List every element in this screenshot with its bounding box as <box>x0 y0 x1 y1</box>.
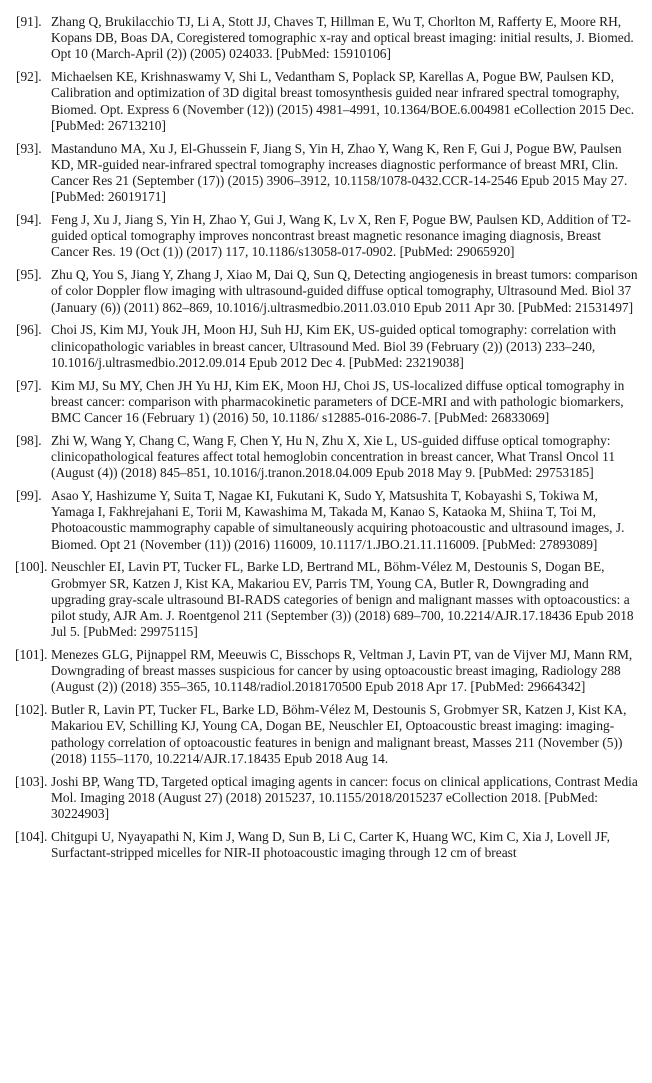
reference-text: Butler R, Lavin PT, Tucker FL, Barke LD, Böhm-Vélez M, Destounis S, Grobmyer SR, Katzen J, Kist KA, Makariou EV, Schilling KJ, Young CA, Dogan BE, Neuschler EI, Optoacoustic breast imaging: imaging-pathology correlation of optoacoustic features in benign and malignant breast, Masses 211 (November (5)) (2018) 1155–1170, 10.2214/AJR.17.18435 Epub 2018 Aug 14. <box>51 702 627 766</box>
reference-text: Menezes GLG, Pijnappel RM, Meeuwis C, Bisschops R, Veltman J, Lavin PT, van de Vijver MJ, Mann RM, Downgrading of breast masses suspicious for cancer by using optoacoustic breast imaging, Radiology 288 (August (2)) (2018) 355–365, 10.1148/radiol.2018170500 Epub 2018 Apr 17. [PubMed: 29664342] <box>51 647 633 695</box>
reference-item <box>0 14 652 63</box>
reference-list <box>0 14 652 868</box>
reference-item <box>0 378 652 427</box>
reference-number: [100]. <box>15 559 48 575</box>
reference-item <box>0 267 652 316</box>
reference-item <box>0 212 652 261</box>
reference-number: [103]. <box>15 773 48 789</box>
reference-item <box>0 141 652 206</box>
reference-text: Mastanduno MA, Xu J, El-Ghussein F, Jiang S, Yin H, Zhao Y, Wang K, Ren F, Gui J, Pogue BW, Paulsen KD, MR-guided near-infrared spectral tomography increases diagnostic performance of breast MRI, Clin. Cancer Res 21 (September (17)) (2015) 3906–3912, 10.1158/1078-0432.CCR-14-2546 Epub 2015 May 27. [PubMed: 26019171] <box>51 140 628 205</box>
reference-text: Neuschler EI, Lavin PT, Tucker FL, Barke LD, Bertrand ML, Böhm-Vélez M, Destounis S, Dogan BE, Grobmyer SR, Katzen J, Kist KA, Makariou EV, Parris TM, Young CA, Butler R, Downgrading and upgrading gray-scale ultrasound BI-RADS categories of benign and malignant masses with optoacoustics: a pilot study, AJR Am. J. Roentgenol 211 (September (3)) (2018) 689–700, 10.2214/AJR.17.18436 Epub 2018 Jul 5. [PubMed: 29975115] <box>51 559 634 640</box>
reference-item <box>0 559 652 640</box>
reference-number: [97]. <box>16 377 42 393</box>
reference-number: [102]. <box>15 702 48 718</box>
reference-number: [101]. <box>15 647 48 663</box>
reference-item <box>0 69 652 134</box>
reference-number: [91]. <box>16 14 42 29</box>
reference-item <box>0 647 652 696</box>
reference-text: Kim MJ, Su MY, Chen JH Yu HJ, Kim EK, Moon HJ, Choi JS, US-localized diffuse optical tomography in breast cancer: comparison with pharmacokinetic parameters of DCE-MRI and with pathologic biomarkers, BMC Cancer 16 (February 1) (2016) 50, 10.1186/ s12885-016-2086-7. [PubMed: 26833069] <box>51 377 625 426</box>
reference-item <box>0 322 652 371</box>
reference-number: [95]. <box>16 267 42 283</box>
reference-text: Joshi BP, Wang TD, Targeted optical imaging agents in cancer: focus on clinical applications, Contrast Media Mol. Imaging 2018 (August 27) (2018) 2015237, 10.1155/2018/2015237 eCollection 2018. [PubMed: 30224903] <box>51 773 638 822</box>
reference-number: [98]. <box>16 432 42 448</box>
reference-text: Zhu Q, You S, Jiang Y, Zhang J, Xiao M, Dai Q, Sun Q, Detecting angiogenesis in breast tumors: comparison of color Doppler flow imaging with ultrasound-guided diffuse optical tomography, Ultrasound Med. Biol 37 (January (6)) (2011) 862–869, 10.1016/j.ultrasmedbio.2011.03.010 Epub 2011 Apr 30. [PubMed: 21531497] <box>51 267 638 315</box>
reference-item <box>0 488 652 553</box>
reference-text: Zhang Q, Brukilacchio TJ, Li A, Stott JJ, Chaves T, Hillman E, Wu T, Chorlton M, Rafferty E, Moore RH, Kopans DB, Boas DA, Coregistered tomographic x-ray and optical breast imaging: initial results, J. Biomed. Opt 10 (March-April (2)) (2005) 024033. [PubMed: 15910106] <box>51 14 634 62</box>
reference-item <box>0 829 652 861</box>
reference-number: [96]. <box>16 322 42 338</box>
reference-number: [93]. <box>16 140 42 156</box>
reference-number: [104]. <box>15 828 48 844</box>
reference-text: Chitgupi U, Nyayapathi N, Kim J, Wang D, Sun B, Li C, Carter K, Huang WC, Kim C, Xia J, Lovell JF, Surfactant-stripped micelles for NIR-II photoacoustic imaging through 12 cm of breast <box>51 828 610 861</box>
reference-number: [94]. <box>16 212 42 228</box>
reference-text: Choi JS, Kim MJ, Youk JH, Moon HJ, Suh HJ, Kim EK, US-guided optical tomography: correlation with clinicopathologic variables in breast cancer, Ultrasound Med. Biol 39 (February (2)) (2013) 233–240, 10.1016/j.ultrasmedbio.2012.09.014 Epub 2012 Dec 4. [PubMed: 23219038] <box>51 322 617 370</box>
reference-text: Michaelsen KE, Krishnaswamy V, Shi L, Vedantham S, Poplack SP, Karellas A, Pogue BW, Paulsen KD, Calibration and optimization of 3D digital breast tomosynthesis guided near infrared spectral tomography, Biomed. Opt. Express 6 (November (12)) (2015) 4981–4991, 10.1364/BOE.6.004981 eCollection 2015 Dec. [PubMed: 26713210] <box>51 69 635 133</box>
reference-text: Zhi W, Wang Y, Chang C, Wang F, Chen Y, Hu N, Zhu X, Xie L, US-guided diffuse optical tomography: clinicopathological features affect total hemoglobin concentration in breast cancer, What Transl Oncol 11 (August (4)) (2018) 845–851, 10.1016/j.tranon.2018.04.009 Epub 2018 May 9. [PubMed: 29753185] <box>51 432 616 481</box>
reference-item <box>0 774 652 823</box>
reference-item <box>0 702 652 767</box>
reference-text: Feng J, Xu J, Jiang S, Yin H, Zhao Y, Gui J, Wang K, Lv X, Ren F, Pogue BW, Paulsen KD, Addition of T2-guided optical tomography improves noncontrast breast magnetic resonance imaging diagnosis, Breast Cancer Res. 19 (Oct (1)) (2017) 117, 10.1186/s13058-017-0902. [PubMed: 29065920] <box>51 212 631 260</box>
reference-item <box>0 433 652 482</box>
reference-number: [92]. <box>16 69 42 85</box>
reference-text: Asao Y, Hashizume Y, Suita T, Nagae KI, Fukutani K, Sudo Y, Matsushita T, Kobayashi S, Tokiwa M, Yamaga I, Fakhrejahani E, Torii M, Kawashima M, Takada M, Kanao S, Kataoka M, Shiina T, Toi M, Photoacoustic mammography capable of simultaneously acquiring photoacoustic and ultrasound images, J. Biomed. Opt 21 (November (11)) (2016) 116009, 10.1117/1.JBO.21.11.116009. [PubMed: 27893089] <box>51 488 625 552</box>
reference-number: [99]. <box>16 488 42 504</box>
